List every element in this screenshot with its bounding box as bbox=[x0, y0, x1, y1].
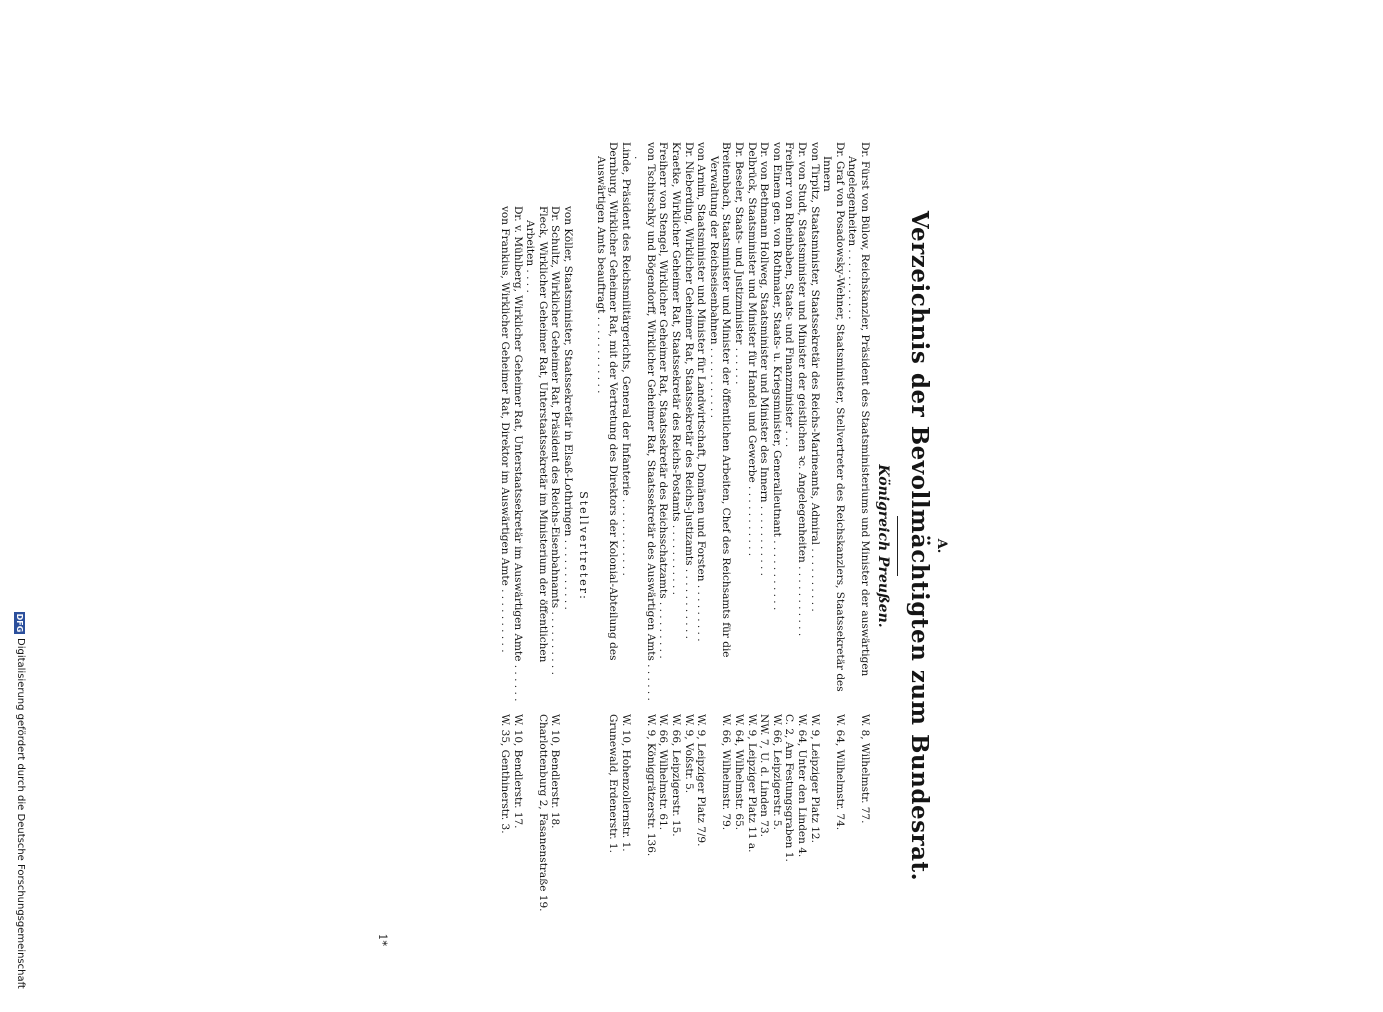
member-name: Breitenbach, Staatsminister und Minister der öffentlichen Arbeiten, Chef des Reichsamts für die Verwaltung der Reichseisenbahnen . . . . . . . . . . . bbox=[707, 142, 733, 658]
list-item bbox=[808, 142, 821, 956]
member-address: W. 66, Wilhelmstr. 79. bbox=[720, 714, 733, 831]
list-item bbox=[846, 142, 871, 956]
member-name: Kraetke, Wirklicher Geheimer Rat, Staatssekretär des Reichs-Postamts . . . . . . . . . . . bbox=[670, 142, 683, 595]
member-address: Grunewald, Erdenerstr. 1. bbox=[607, 714, 620, 853]
dfg-logo: DFG bbox=[15, 613, 25, 633]
member-address: W. 10, Hohenzollernstr. 1. bbox=[619, 714, 632, 852]
page-title: Verzeichnis der Bevollmächtigten zum Bundesrat. bbox=[906, 210, 933, 882]
deputy-name: Fleck, Wirklicher Geheimer Rat, Unterstaatssekretär im Ministerium der öffentlichen Arbeiten . . . . bbox=[524, 206, 549, 663]
list-item bbox=[745, 142, 758, 956]
list-item bbox=[511, 142, 524, 956]
deputies-list bbox=[498, 116, 574, 976]
subsection-heading: Stellvertreter: bbox=[576, 491, 590, 601]
member-name: Dr. Beseler, Staats- und Justizminister . . . . . . bbox=[733, 142, 746, 385]
deputy-address: W. 35, Genthinerstr. 3. bbox=[498, 714, 511, 834]
member-name: von Tirpitz, Staatsminister, Staatssekretär des Reichs-Marineamts, Admiral . . . . . . . . . . bbox=[808, 142, 821, 612]
member-name: Dernburg, Wirklicher Geheimer Rat, mit der Vertretung des Direktors der Kolonial-Abteilung des Auswärtigen Amts beauftragt . . . . . . . . . . . . bbox=[594, 142, 620, 661]
member-address: W. 9, Leipziger Platz 12. bbox=[808, 714, 821, 843]
member-name: Freiherr von Stengel, Wirklicher Geheimer Rat, Staatssekretär des Reichsschatzamts . . . . . . . . . bbox=[657, 142, 670, 659]
member-name: Freiherr von Rheinbaben, Staats- und Finanzminister . . . bbox=[783, 142, 796, 448]
list-item bbox=[770, 142, 783, 956]
member-name: von Einem gen. von Rothmaler, Staats- u. Kriegsminister, Generalleutnant . . . . . . . . . . . bbox=[770, 142, 783, 611]
list-item bbox=[549, 142, 562, 956]
list-item bbox=[498, 142, 511, 956]
member-name: von Arnim, Staatsminister und Minister für Landwirtschaft, Domänen und Forsten . . . . . . . . . bbox=[695, 142, 708, 642]
list-item bbox=[682, 142, 695, 956]
member-address: W. 64, Wilhelmstr. 65. bbox=[733, 714, 746, 831]
section-heading: Königreich Preußen. bbox=[875, 464, 891, 628]
member-address: NW. 7, U. d. Linden 73. bbox=[758, 714, 771, 837]
list-item bbox=[632, 142, 657, 956]
credit-text: Digitalisierung gefördert durch die Deutsche Forschungsgemeinschaft bbox=[15, 638, 26, 989]
deputy-name: von Frankius, Wirklicher Geheimer Rat, Direktor im Auswärtigen Amte . . . . . . . . . . bbox=[498, 206, 511, 653]
member-name: Dr. von Bethmann Hollweg, Staatsminister und Minister des Innern . . . . . . . . . . . bbox=[758, 142, 771, 577]
list-item bbox=[732, 142, 745, 956]
deputy-name: von Köller, Staatsminister, Staatssekretär in Elsaß-Lothringen . . . . . . . . . . . bbox=[561, 206, 574, 610]
deputy-address: W. 10, Bendlerstr. 17. bbox=[511, 714, 524, 829]
list-item bbox=[707, 142, 732, 956]
list-item bbox=[670, 142, 683, 956]
member-address: C. 2, Am Festungsgraben 1. bbox=[783, 714, 796, 862]
member-address: W. 9, Voßstr. 5. bbox=[682, 714, 695, 794]
member-address: W. 9, Leipziger Platz 11 a. bbox=[745, 714, 758, 853]
member-address: W. 66, Wilhelmstr. 61. bbox=[657, 714, 670, 831]
deputy-name: Dr. v. Mühlberg, Wirklicher Geheimer Rat, Unterstaatssekretär im Auswärtigen Amte . . . . . . bbox=[511, 206, 524, 702]
member-name: Dr. Fürst von Bülow, Reichskanzler, Präsident des Staatsministeriums und Minister der auswärtigen Angelegenheiten . . . . . . . . . . . bbox=[846, 142, 871, 677]
page-letter: A. bbox=[934, 538, 949, 554]
member-name: Dr. von Studt, Staatsminister und Minister der geistlichen ꝛc. Angelegenheiten . . . . . . . . . . . bbox=[796, 142, 809, 637]
digitization-credit bbox=[13, 612, 27, 1012]
list-item bbox=[695, 142, 708, 956]
member-name: Delbrück, Staatsminister und Minister für Handel und Gewerbe . . . . . . . . . . . bbox=[745, 142, 758, 557]
deputy-address: Charlottenburg 2, Fasanenstraße 19. bbox=[536, 714, 549, 912]
member-address: W. 8, Wilhelmstr. 77. bbox=[859, 714, 871, 824]
member-name: Linde, Präsident des Reichsmilitärgerichts, General der Infanterie . . . . . . . . . . . . bbox=[619, 142, 632, 576]
members-list bbox=[594, 116, 871, 976]
list-item bbox=[783, 142, 796, 956]
member-address: W. 9, Königgrätzerstr. 136. bbox=[644, 714, 657, 857]
member-name: von Tschirschky und Bögendorff, Wirklicher Geheimer Rat, Staatssekretär des Auswärtigen Amts . . . . . . . bbox=[632, 142, 657, 701]
member-name: Dr. Graf von Posadowsky-Wehner, Staatsminister, Stellvertreter des Reichskanzlers, Staatssekretär des Innern bbox=[821, 142, 846, 692]
document-page bbox=[376, 116, 956, 976]
list-item bbox=[594, 142, 619, 956]
list-item bbox=[619, 142, 632, 956]
list-item bbox=[795, 142, 808, 956]
deputy-address: W. 10, Bendlerstr. 18. bbox=[549, 714, 562, 829]
page-number: 1* bbox=[376, 933, 389, 946]
list-item bbox=[657, 142, 670, 956]
list-item bbox=[561, 142, 574, 956]
member-address: W. 66, Leipzigerstr. 15. bbox=[670, 714, 683, 837]
list-item bbox=[821, 142, 846, 956]
member-address: W. 66, Leipzigerstr. 5. bbox=[770, 714, 783, 830]
member-address: W. 64, Wilhelmstr. 74. bbox=[833, 714, 846, 831]
deputy-name: Dr. Schultz, Wirklicher Geheimer Rat, Präsident des Reichs-Eisenbahnamts . . . . . . . . . . bbox=[549, 206, 562, 675]
title-rule bbox=[897, 516, 898, 576]
list-item bbox=[524, 142, 549, 956]
member-address: W. 64, Unter den Linden 4. bbox=[796, 714, 809, 858]
member-address: W. 9, Leipziger Platz 7/9. bbox=[695, 714, 708, 847]
member-name: Dr. Nieberding, Wirklicher Geheimer Rat, Staatssekretär des Reichs-Justizamts . . . . . . . . . . . bbox=[682, 142, 695, 639]
list-item bbox=[758, 142, 771, 956]
